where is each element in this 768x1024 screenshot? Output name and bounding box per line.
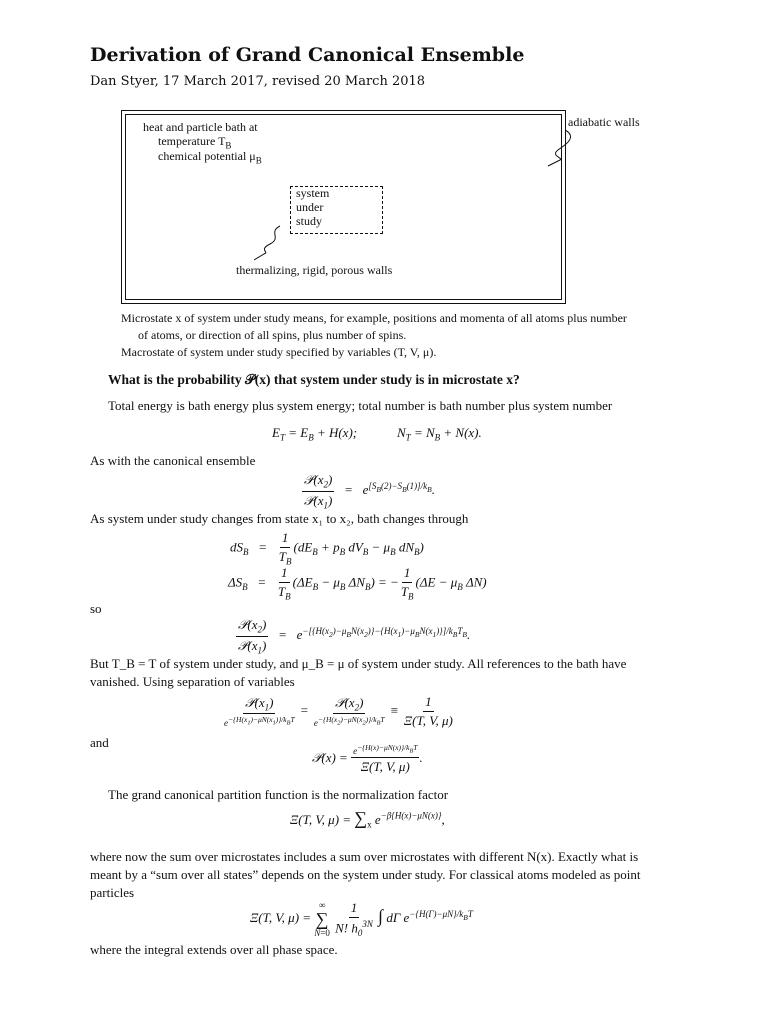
caption-line1: Microstate x of system under study means, for example, positions and momenta of all atoms plus number [121,311,627,325]
walls-squiggle [254,226,280,260]
equation-delta-sb: $\Delta S_B$ = $\frac{1}{T_B}$ ($\Delta E_B - \mu_B$ $\Delta N_B$) = − $\frac{1}{T_B}$ ($\Delta E - \mu_B$ ΔN) [228,565,487,602]
system-label-line1: system [296,186,330,200]
paragraph-so: so [90,601,102,616]
page-title: Derivation of Grand Canonical Ensemble [90,44,525,66]
adiabatic-squiggle [548,130,571,166]
bath-label-line3: chemical potential $\mu_B$ [158,149,262,166]
equation-classical: Ξ(T, V, μ) = ∞ ∑ N=0 $\frac{1}{N! h_0^{3N}}$ ∫ dΓ $e^{-\{H(\Gamma)-\mu N\}/k_BT}$ [250,900,473,938]
paragraph-sum-over-states: where now the sum over microstates includes a sum over microstates with different N(x). Exactly what is [90,849,639,864]
equation-dsb: $dS_B$ = $\frac{1}{T_B}$ ($dE_B + p_B$ $dV_B - \mu_B$ $dN_B$) [230,530,424,567]
question-heading: What is the probability 𝒫(x) that system under study is in microstate x? [108,372,520,387]
bath-label-line1: heat and particle bath at [143,120,258,134]
equation-separation: $\frac{𝒫(x_1)}{e^{-\{H(x_1)-\mu N(x_1)\}/k_BT}}$ = $\frac{𝒫(x_2)}{e^{-\{H(x_2)-\mu N(x_2)\}/k_BT}}$ ≡ $\frac{1}{\Xi(T, V, \mu)}$ [224,694,453,729]
equation-ratio-bath: $\frac{𝒫(x_2)}{𝒫(x_1)}$ = $e^{-[\{H(x_2)-\mu_BN(x_2)\}-\{H(x_1)-\mu_BN(x_1)\}]/k_BT_B}$. [238,617,471,656]
caption-line2: of atoms, or direction of all spins, plus number of spins. [138,328,407,342]
paragraph-partition: The grand canonical partition function is the normalization factor [108,787,449,802]
paragraph-meaning: meant by a “sum over all states” depends on the system under study. For classical atoms modeled as point [90,867,641,882]
system-label-line2: under [296,200,324,214]
paragraph-energy: Total energy is bath energy plus system energy; total number is bath number plus system number [108,398,613,413]
adiabatic-label: adiabatic walls [568,115,640,129]
equation-energy: $E_T = E_B + H(x)$; [272,425,358,443]
paragraph-separation: vanished. Using separation of variables [90,674,295,689]
paragraph-and: and [90,735,109,750]
byline: Dan Styer, 17 March 2017, revised 20 March 2018 [90,74,426,89]
paragraph-particles: particles [90,885,135,900]
paragraph-canonical: As with the canonical ensemble [90,453,256,468]
equation-probability: 𝒫(x) = $\frac{e^{-\{H(x)-\mu N(x)\}/k_BT}}{\Xi(T, V, \mu)}$ . [312,743,423,774]
paragraph-changes: As system under study changes from state x₁ to x₂, bath changes through [90,511,469,526]
bath-label-line2: temperature $T_B$ [158,134,232,151]
paragraph-phase-space: where the integral extends over all phase space. [90,942,338,957]
equation-number: $N_T = N_B + N(x)$. [397,425,482,443]
caption-line3: Macrostate of system under study specified by variables (T, V, μ). [121,345,437,359]
walls-label: thermalizing, rigid, porous walls [236,263,393,277]
system-label-line3: study [296,214,323,228]
equation-ratio: $\frac{𝒫(x_2)}{𝒫(x_1)}$ = $e^{[S_B(2)-S_B(1)]/k_B}$. [304,472,435,511]
equation-partition-function: Ξ(T, V, $\mu) = \sum_x$ $e^{-\beta\{H(x)-\mu N(x)\}}$, [290,808,445,830]
paragraph-bath-vanished: But T_B = T of system under study, and μ_B = μ of system under study. All references to the bath have [90,656,627,671]
